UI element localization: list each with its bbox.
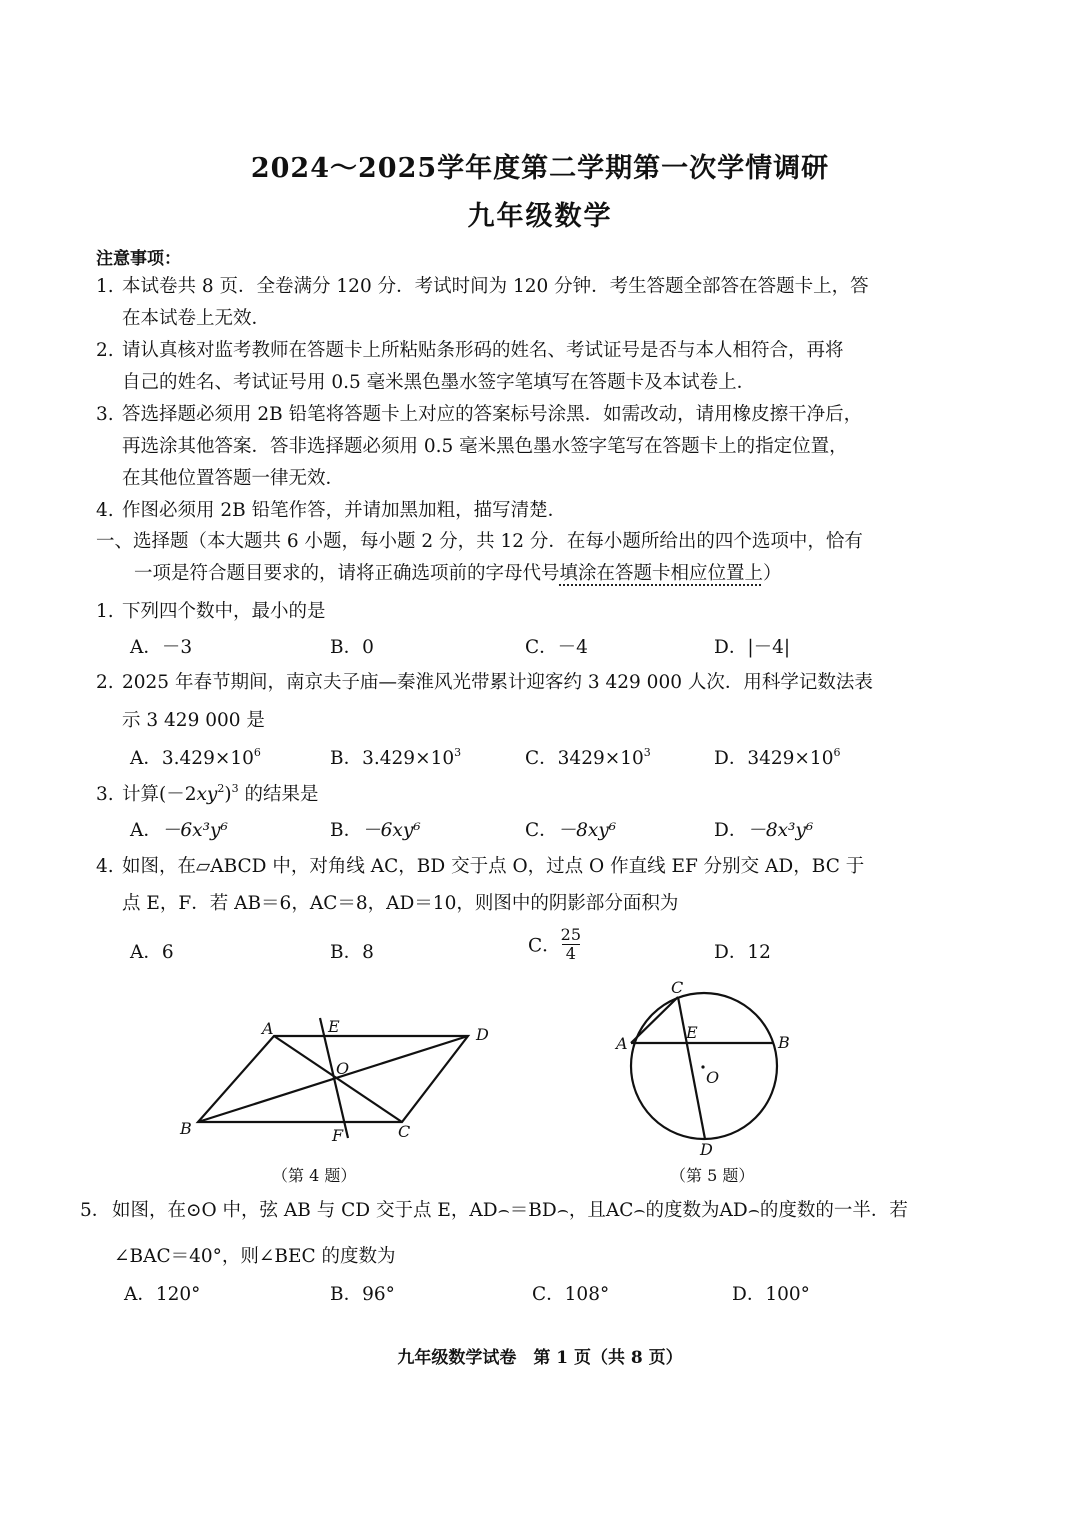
question-4-stem: 4. 如图，在▱ABCD 中，对角线 AC，BD 交于点 O，过点 O 作直线 EF 分别交 AD，BC 于 bbox=[96, 856, 865, 877]
note-2-line-1: 2. 请认真核对监考教师在答题卡上所粘贴条形码的姓名、考试证号是否与本人相符合，再将 bbox=[96, 340, 844, 361]
q2-option-d: D．$3429\times 10^6$ bbox=[714, 746, 841, 769]
figure-5-caption: （第 5 题） bbox=[670, 1166, 755, 1185]
label-d: D bbox=[476, 1025, 489, 1044]
q5-option-d: D．100° bbox=[732, 1284, 810, 1305]
figure-4-parallelogram bbox=[170, 1010, 510, 1150]
q2-option-c: C．$3429\times 10^3$ bbox=[525, 746, 651, 769]
center-dot bbox=[701, 1065, 704, 1068]
note-1-line-1: 1. 本试卷共 8 页．全卷满分 120 分．考试时间为 120 分钟．考生答题全部答在答题卡上，答 bbox=[96, 276, 869, 297]
q5-option-c: C．108° bbox=[532, 1284, 610, 1305]
section-1-heading-2: 一项是符合题目要求的，请将正确选项前的字母代号填涂在答题卡相应位置上） bbox=[134, 563, 782, 584]
q1-option-c: C．－4 bbox=[525, 637, 588, 658]
note-3-line-1: 3. 答选择题必须用 2B 铅笔将答题卡上对应的答案标号涂黑．如需改动，请用橡皮擦干净后， bbox=[96, 404, 863, 425]
q1-option-d: D．|－4| bbox=[714, 637, 791, 658]
q1-option-a: A．－3 bbox=[130, 637, 193, 658]
question-5-stem: 5．如图，在⊙O 中，弦 AB 与 CD 交于点 E，AD⌢＝BD⌢，且AC⌢的度数为AD⌢的度数的一半．若 bbox=[80, 1200, 908, 1221]
chord-ac bbox=[631, 997, 678, 1043]
q4-option-a: A．6 bbox=[130, 942, 174, 963]
chord-cd bbox=[678, 997, 705, 1139]
label-o: O bbox=[706, 1068, 720, 1087]
question-2-stem-2: 示 3 429 000 是 bbox=[122, 710, 265, 731]
question-3-stem: 3. 计算$(-2xy^2)^3$ 的结果是 bbox=[96, 782, 319, 805]
page-footer: 九年级数学试卷 第 1 页（共 8 页） bbox=[397, 1348, 683, 1368]
question-1-stem: 1. 下列四个数中，最小的是 bbox=[96, 601, 326, 622]
label-f: F bbox=[332, 1126, 344, 1145]
q3-option-c: C．－8xy⁶ bbox=[525, 820, 617, 841]
q5-option-a: A．120° bbox=[124, 1284, 201, 1305]
figure-4-caption: （第 4 题） bbox=[272, 1166, 357, 1185]
note-2-line-2: 自己的姓名、考试证号用 0.5 毫米黑色墨水签字笔填写在答题卡及本试卷上． bbox=[122, 372, 756, 393]
label-c: C bbox=[671, 978, 684, 997]
q5-option-b: B．96° bbox=[330, 1284, 395, 1305]
note-4-line-1: 4. 作图必须用 2B 铅笔作答，并请加黑加粗，描写清楚． bbox=[96, 500, 567, 521]
q3-option-d: D．－8x³y⁶ bbox=[714, 820, 814, 841]
question-4-stem-2: 点 E，F．若 AB＝6，AC＝8，AD＝10，则图中的阴影部分面积为 bbox=[122, 893, 679, 914]
q2-option-b: B．$3.429\times 10^3$ bbox=[330, 746, 462, 769]
fraction: $\frac{25}{4}$ bbox=[560, 925, 582, 963]
question-2-stem: 2. 2025 年春节期间，南京夫子庙—秦淮风光带累计迎客约 3 429 000 人次．用科学记数法表 bbox=[96, 672, 873, 693]
question-5-stem-2: ∠BAC＝40°，则∠BEC 的度数为 bbox=[114, 1246, 396, 1267]
q3-option-b: B．－6xy⁶ bbox=[330, 820, 421, 841]
label-d: D bbox=[700, 1140, 713, 1159]
diagonal-ac bbox=[274, 1036, 402, 1122]
section-1-heading: 一、选择题（本大题共 6 小题，每小题 2 分，共 12 分．在每小题所给出的四个选项中，恰有 bbox=[96, 531, 863, 552]
q4-option-b: B．8 bbox=[330, 942, 374, 963]
label-a: A bbox=[616, 1034, 628, 1053]
q1-option-b: B．0 bbox=[330, 637, 374, 658]
label-e: E bbox=[686, 1023, 698, 1042]
label-b: B bbox=[180, 1119, 192, 1138]
q3-option-a: A．－6x³y⁶ bbox=[130, 820, 228, 841]
notes-heading: 注意事项： bbox=[96, 249, 181, 269]
q4-option-c: C． $\frac{25}{4}$ bbox=[528, 925, 582, 963]
note-1-line-2: 在本试卷上无效． bbox=[122, 308, 271, 329]
label-a: A bbox=[262, 1019, 274, 1038]
diagonal-bd bbox=[198, 1036, 468, 1122]
label-b: B bbox=[778, 1033, 790, 1052]
label-e: E bbox=[328, 1017, 340, 1036]
label-c: C bbox=[398, 1122, 411, 1141]
note-3-line-2: 再选涂其他答案．答非选择题必须用 0.5 毫米黑色墨水签字笔写在答题卡上的指定位置， bbox=[122, 436, 848, 457]
label-o: O bbox=[336, 1059, 350, 1078]
q2-option-a: A．$3.429\times 10^6$ bbox=[130, 746, 261, 769]
note-3-line-3: 在其他位置答题一律无效． bbox=[122, 468, 345, 489]
figure-5-circle bbox=[608, 975, 808, 1165]
exam-subtitle: 九年级数学 bbox=[467, 201, 613, 232]
q4-option-d: D．12 bbox=[714, 942, 771, 963]
exam-title: 2024～2025学年度第二学期第一次学情调研 bbox=[250, 153, 830, 184]
